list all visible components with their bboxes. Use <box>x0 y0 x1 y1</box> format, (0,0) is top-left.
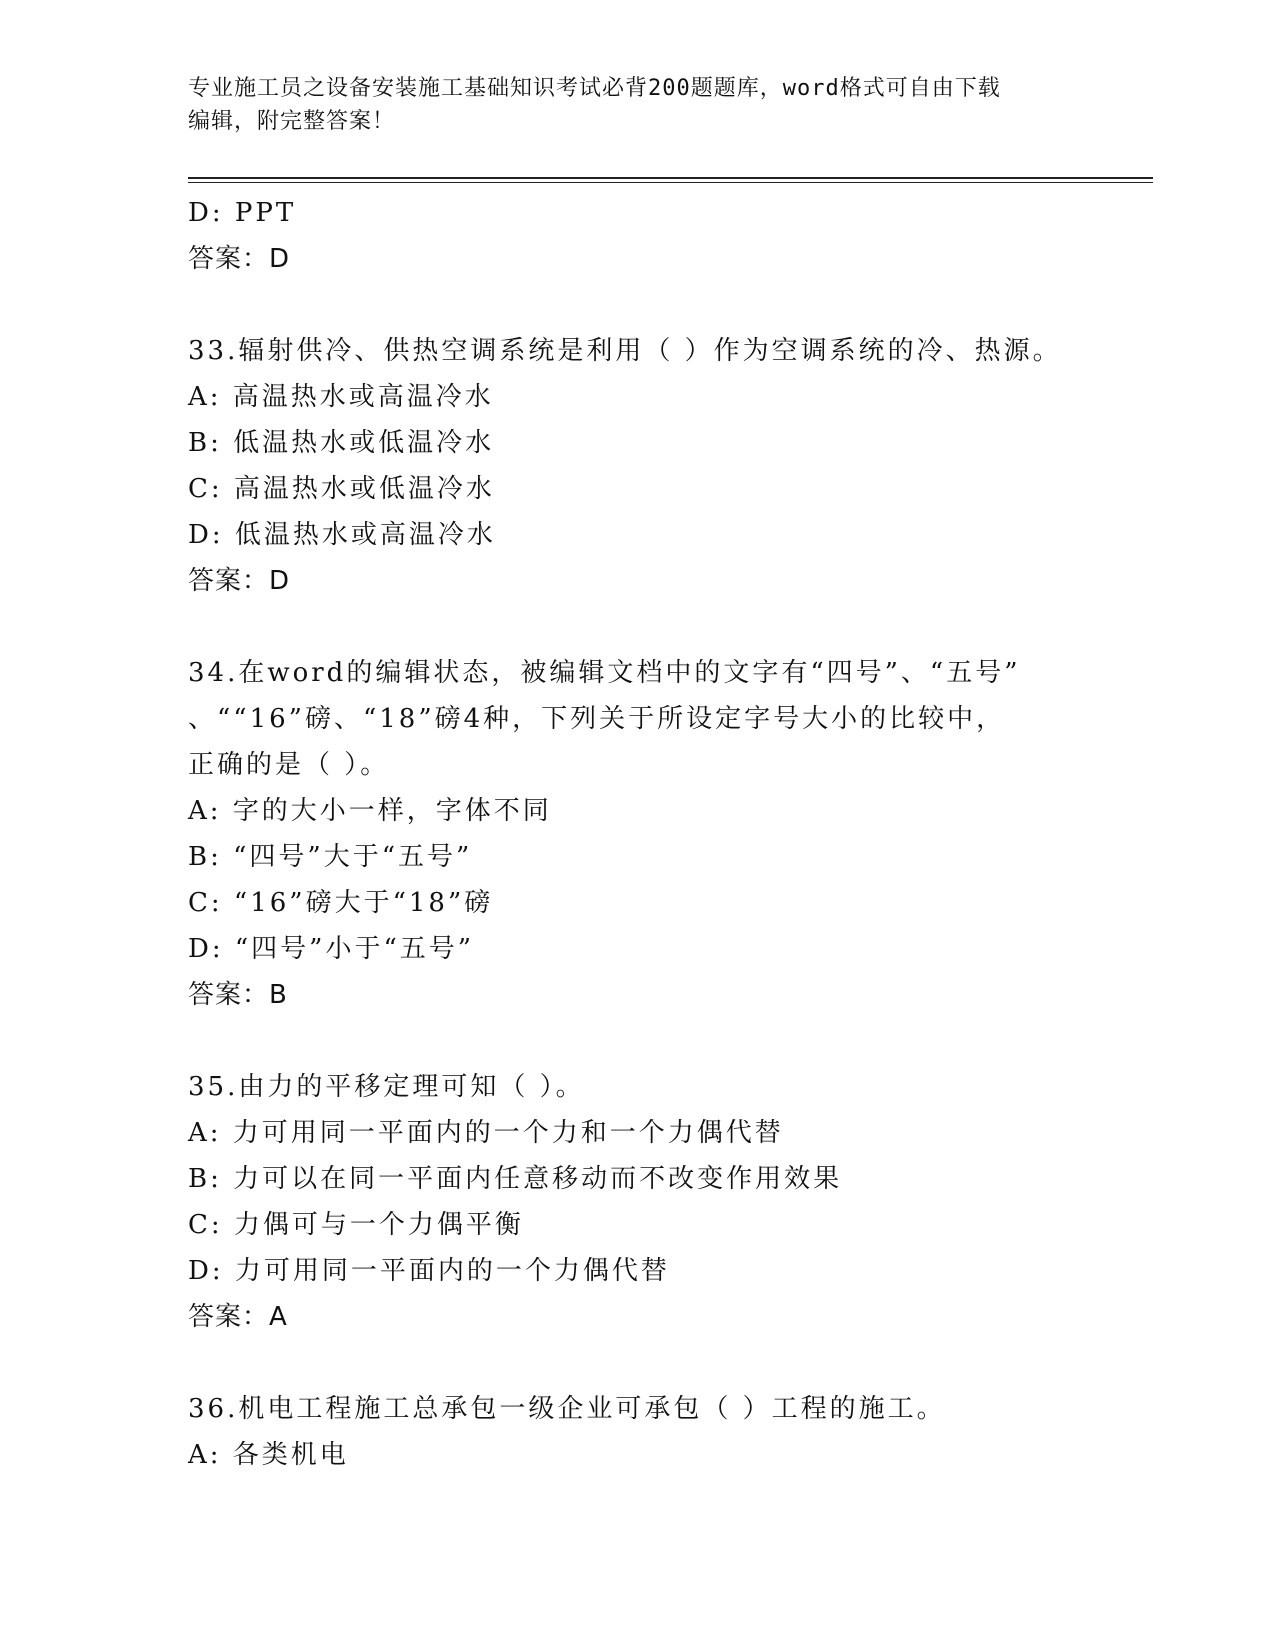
option-a: A: 各类机电 <box>188 1440 349 1470</box>
option-a: A: 力可用同一平面内的一个力和一个力偶代替 <box>188 1118 784 1148</box>
question-33 <box>188 328 1148 604</box>
spacer <box>188 1340 1148 1386</box>
question-36 <box>188 1386 1148 1478</box>
option-d: D: 低温热水或高温冷水 <box>188 520 496 550</box>
option-a: A: 高温热水或高温冷水 <box>188 382 494 412</box>
spacer <box>188 282 1148 328</box>
answer: 答案：D <box>188 244 291 274</box>
question-stem: 35.由力的平移定理可知（ ）。 <box>188 1072 585 1102</box>
question-stem-line-1: 34.在word的编辑状态，被编辑文档中的文字有“四号”、“五号” <box>188 658 1021 688</box>
option-c: C: 力偶可与一个力偶平衡 <box>188 1210 524 1240</box>
question-stem: 33.辐射供冷、供热空调系统是利用（ ）作为空调系统的冷、热源。 <box>188 336 1062 366</box>
question-stem: 36.机电工程施工总承包一级企业可承包（ ）工程的施工。 <box>188 1394 946 1424</box>
header-rule-thin <box>188 182 1153 183</box>
option-c: C: “16”磅大于“18”磅 <box>188 888 494 918</box>
answer: 答案：D <box>188 566 291 596</box>
header-rule-thick <box>188 177 1153 179</box>
option-d: D: “四号”小于“五号” <box>188 934 475 964</box>
question-stem-line-3: 正确的是（ ）。 <box>188 750 390 780</box>
option-b: B: 力可以在同一平面内任意移动而不改变作用效果 <box>188 1164 843 1194</box>
header-line-2: 编辑，附完整答案！ <box>188 109 396 134</box>
option-c: C: 高温热水或低温冷水 <box>188 474 495 504</box>
header-line-1: 专业施工员之设备安装施工基础知识考试必背200题题库，word格式可自由下载 <box>188 76 1001 101</box>
spacer <box>188 1018 1148 1064</box>
option-d: D: PPT <box>188 198 297 228</box>
answer: 答案：B <box>188 980 288 1010</box>
question-32-tail <box>188 190 1148 282</box>
question-stem-line-2: 、““16”磅、“18”磅4种，下列关于所设定字号大小的比较中， <box>188 704 1006 734</box>
question-35 <box>188 1064 1148 1340</box>
document-header <box>188 72 1088 138</box>
option-b: B: 低温热水或低温冷水 <box>188 428 495 458</box>
option-b: B: “四号”大于“五号” <box>188 842 473 872</box>
spacer <box>188 604 1148 650</box>
option-a: A: 字的大小一样，字体不同 <box>188 796 552 826</box>
answer: 答案：A <box>188 1302 288 1332</box>
question-34 <box>188 650 1148 1018</box>
option-d: D: 力可用同一平面内的一个力偶代替 <box>188 1256 670 1286</box>
question-list <box>188 190 1148 1478</box>
